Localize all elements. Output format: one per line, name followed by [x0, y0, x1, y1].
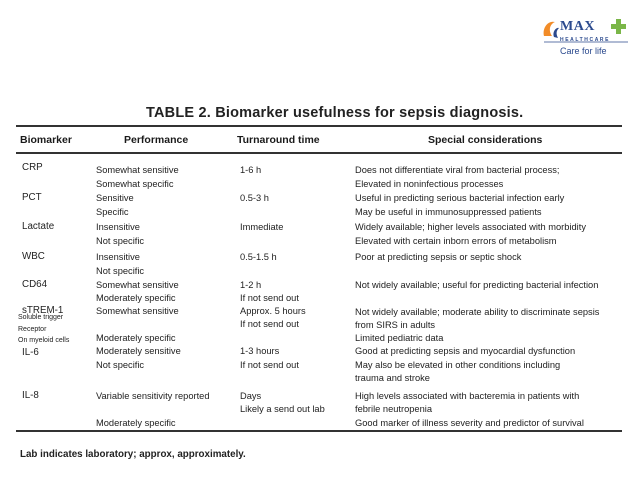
biomarker-lactate: Lactate	[22, 221, 55, 232]
biomarker-pct: PCT	[22, 192, 42, 203]
table-cell: Not specific	[96, 236, 145, 246]
table-cell: Not widely available; useful for predicting bacterial infection	[355, 280, 599, 290]
table-cell: Moderately specific	[96, 293, 176, 303]
table-cell: Sensitive	[96, 193, 134, 203]
table-cell: Immediate	[240, 222, 284, 232]
table-cell: from SIRS in adults	[355, 320, 436, 330]
logo-tagline: Care for life	[560, 46, 607, 56]
table-cell: Days	[240, 391, 262, 401]
table-cell: 1-3 hours	[240, 346, 280, 356]
table-footnote: Lab indicates laboratory; approx, approximately.	[20, 449, 246, 460]
table-cell: 0.5-3 h	[240, 193, 269, 203]
table-cell: Not specific	[96, 266, 145, 276]
table-cell: Does not differentiate viral from bacterial process;	[355, 165, 560, 175]
table-cell: Limited pediatric data	[355, 333, 444, 343]
biomarker-il8: IL-8	[22, 390, 39, 401]
table-cell: High levels associated with bacteremia in patients with	[355, 391, 580, 401]
max-healthcare-logo	[540, 10, 632, 62]
table-cell: 1-6 h	[240, 165, 262, 175]
table-cell: Poor at predicting sepsis or septic shock	[355, 252, 522, 262]
biomarker-strem1: sTREM-1	[22, 305, 64, 316]
table-cell: Somewhat sensitive	[96, 165, 179, 175]
table-cell: Good at predicting sepsis and myocardial dysfunction	[355, 346, 576, 356]
table-cell: Useful in predicting serious bacterial infection early	[355, 193, 565, 203]
table-cell: Good marker of illness severity and predictor of survival	[355, 418, 584, 428]
header-biomarker: Biomarker	[20, 134, 72, 146]
header-performance: Performance	[124, 134, 189, 146]
table-cell: Variable sensitivity reported	[96, 391, 210, 401]
annotation-line: On myeloid cells	[18, 337, 70, 344]
header-special: Special considerations	[428, 134, 543, 146]
table-cell: 0.5-1.5 h	[240, 252, 277, 262]
logo-subtitle: HEALTHCARE	[560, 37, 611, 43]
table-cell: Somewhat sensitive	[96, 280, 179, 290]
table-title: TABLE 2. Biomarker usefulness for sepsis diagnosis.	[146, 105, 524, 121]
header-turnaround: Turnaround time	[237, 134, 320, 146]
table-cell: Likely a send out lab	[240, 404, 325, 414]
table-cell: Moderately specific	[96, 333, 176, 343]
biomarker-crp: CRP	[22, 162, 43, 173]
annotation-line: Soluble trigger	[18, 314, 64, 321]
biomarker-cd64: CD64	[22, 279, 48, 290]
table-cell: febrile neutropenia	[355, 404, 433, 414]
table-cell: 1-2 h	[240, 280, 262, 290]
table-cell: Somewhat sensitive	[96, 306, 179, 316]
table-cell: Insensitive	[96, 252, 140, 262]
biomarker-wbc: WBC	[22, 251, 45, 262]
logo-name: MAX	[560, 19, 595, 34]
biomarker-il6: IL-6	[22, 347, 39, 358]
table-bottom-rule	[16, 430, 622, 432]
table-cell: Moderately sensitive	[96, 346, 181, 356]
table-cell: Not widely available; moderate ability to discriminate sepsis	[355, 307, 600, 317]
table-cell: Insensitive	[96, 222, 140, 232]
table-cell: Moderately specific	[96, 418, 176, 428]
table-cell: Specific	[96, 207, 129, 217]
table-cell: Elevated with certain inborn errors of metabolism	[355, 236, 557, 246]
strem1-annotation	[18, 312, 69, 347]
table-cell: If not send out	[240, 360, 299, 370]
table-cell: If not send out	[240, 293, 299, 303]
table-cell: Approx. 5 hours	[240, 306, 306, 316]
table-cell: Not specific	[96, 360, 145, 370]
table-cell: May be useful in immunosuppressed patients	[355, 207, 542, 217]
table-cell: Widely available; higher levels associated with morbidity	[355, 222, 586, 232]
table-header-rule	[16, 152, 622, 154]
table-cell: If not send out	[240, 319, 299, 329]
table-cell: Somewhat specific	[96, 179, 174, 189]
table-top-rule	[16, 125, 622, 127]
table-cell: Elevated in noninfectious processes	[355, 179, 504, 189]
annotation-line: Receptor	[18, 325, 47, 333]
table-cell: May also be elevated in other conditions including	[355, 360, 561, 370]
table-cell: trauma and stroke	[355, 373, 430, 383]
